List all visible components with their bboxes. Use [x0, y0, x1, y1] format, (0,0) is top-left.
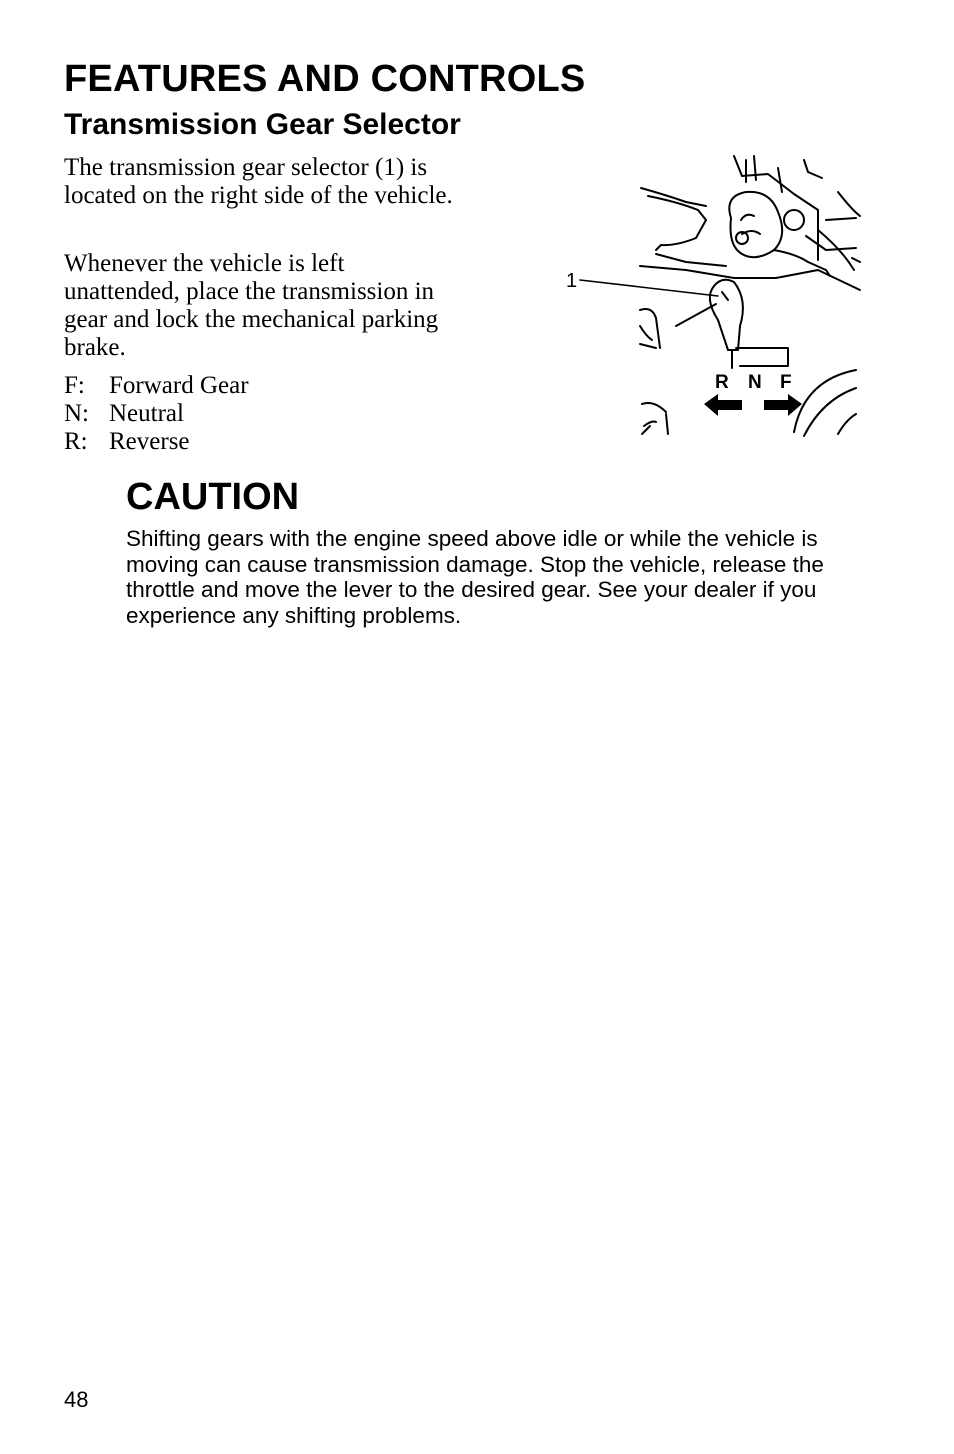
vehicle-outline [784, 210, 804, 230]
gear-key: F: [64, 372, 85, 399]
intro-paragraph: The transmission gear selector (1) is located on the right side of the vehicle. [64, 154, 453, 209]
gear-legend-item [64, 428, 249, 456]
page-number: 48 [64, 1387, 89, 1412]
shift-gate [736, 348, 788, 366]
unattended-paragraph: Whenever the vehicle is left unattended, place the transmission in gear and lock the mechanical parking brake. [64, 250, 439, 361]
vehicle-frame [656, 254, 726, 266]
gear-legend-item [64, 400, 249, 428]
gear-letter-f: F [780, 372, 792, 393]
caution-text: Shifting gears with the engine speed above idle or while the vehicle is moving can cause transmission damage. Stop the vehicle, release the throttle and move the lever to the desired gear. See your dealer if you experience any shifting problems. [126, 526, 824, 628]
wheel [794, 370, 856, 436]
vehicle-frame [640, 266, 860, 290]
gear-letter-n: N [748, 372, 762, 393]
gear-key: N: [64, 400, 89, 427]
gear-lever [722, 292, 728, 300]
subsection-title: Transmission Gear Selector [64, 108, 461, 141]
caution-title: CAUTION [126, 476, 300, 518]
gear-legend [64, 372, 249, 456]
hand-glove [741, 215, 760, 234]
gear-lever [710, 280, 743, 350]
vehicle-frame [640, 326, 656, 348]
arrow-left-icon [704, 394, 742, 416]
vehicle-outline [806, 236, 860, 262]
gear-label: Reverse [109, 428, 190, 455]
gear-key: R: [64, 428, 88, 455]
arrow-right-icon [764, 394, 802, 416]
hand-glove [729, 192, 782, 257]
gear-selector-illustration [556, 150, 866, 440]
gear-label: Forward Gear [109, 372, 249, 399]
callout-number: 1 [566, 270, 578, 292]
callout-leader [580, 280, 718, 296]
vehicle-frame [676, 304, 716, 326]
section-title: FEATURES AND CONTROLS [64, 58, 586, 100]
vehicle-frame [640, 309, 660, 348]
gear-letter-r: R [715, 372, 729, 393]
gear-legend-item [64, 372, 249, 400]
vehicle-frame [642, 403, 668, 434]
gear-label: Neutral [109, 400, 184, 427]
